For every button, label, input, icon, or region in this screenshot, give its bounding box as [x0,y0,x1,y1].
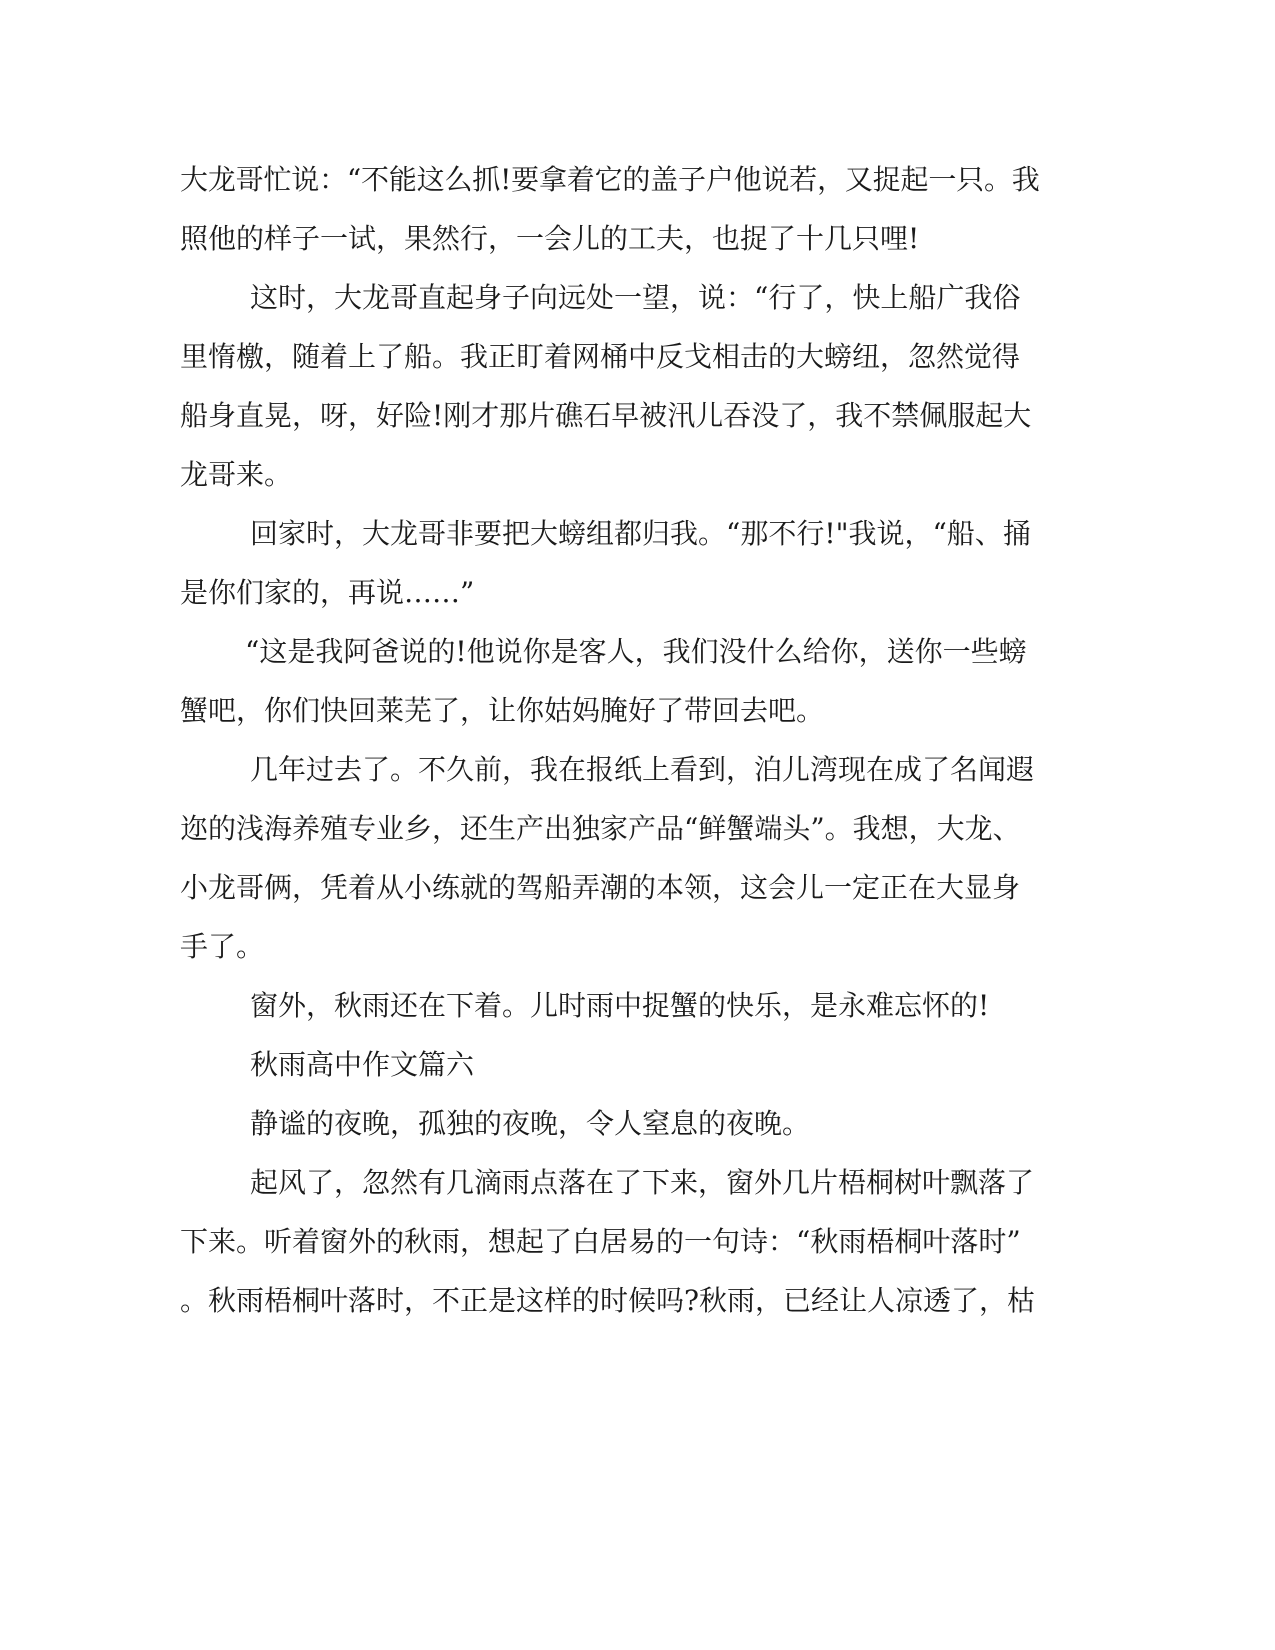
text-line: 。秋雨梧桐叶落时，不正是这样的时候吗?秋雨，已经让人凉透了，枯 [180,1284,1036,1317]
text-line: 这时，大龙哥直起身子向远处一望，说：“行了，快上船广我俗 [250,281,1021,314]
text-line: 大龙哥忙说：“不能这么抓!要拿着它的盖子户他说若，又捉起一只。我 [180,163,1040,196]
text-line: 里惰檄，随着上了船。我正盯着网桶中反戈相击的大螃纽，忽然觉得 [180,340,1021,373]
text-line: 静谧的夜晚，孤独的夜晚，令人窒息的夜晚。 [250,1107,811,1140]
text-line: 蟹吧，你们快回莱芜了，让你姑妈腌好了带回去吧。 [180,694,825,727]
text-line: 是你们家的，再说……” [180,576,475,609]
text-line: 回家时，大龙哥非要把大螃组都归我。“那不行!"我说，“船、捅 [250,517,1031,550]
text-line: 起风了，忽然有几滴雨点落在了下来，窗外几片梧桐树叶飘落了 [250,1166,1035,1199]
text-line: 照他的样子一试，果然行，一会儿的工夫，也捉了十几只哩! [180,222,920,255]
text-line: 船身直晃，呀，好险!刚才那片礁石早被汛儿吞没了，我不禁佩服起大 [180,399,1032,432]
text-line: 小龙哥俩，凭着从小练就的驾船弄潮的本领，这会儿一定正在大显身 [180,871,1021,904]
text-line: 下来。听着窗外的秋雨，想起了白居易的一句诗：“秋雨梧桐叶落时” [180,1225,1021,1258]
text-line: 手了。 [180,930,265,963]
text-line: 龙哥来。 [180,458,293,491]
text-line: 迩的浅海养殖专业乡，还生产出独家产品“鲜蟹端头”。我想，大龙、 [180,812,1021,845]
text-line: 窗外，秋雨还在下着。儿时雨中捉蟹的快乐，是永难忘怀的! [250,989,990,1022]
text-line: 几年过去了。不久前，我在报纸上看到，泊儿湾现在成了名闻遐 [250,753,1035,786]
section-heading: 秋雨高中作文篇六 [250,1048,475,1081]
text-line: “这是我阿爸说的!他说你是客人，我们没什么给你，送你一些螃 [245,635,1027,668]
